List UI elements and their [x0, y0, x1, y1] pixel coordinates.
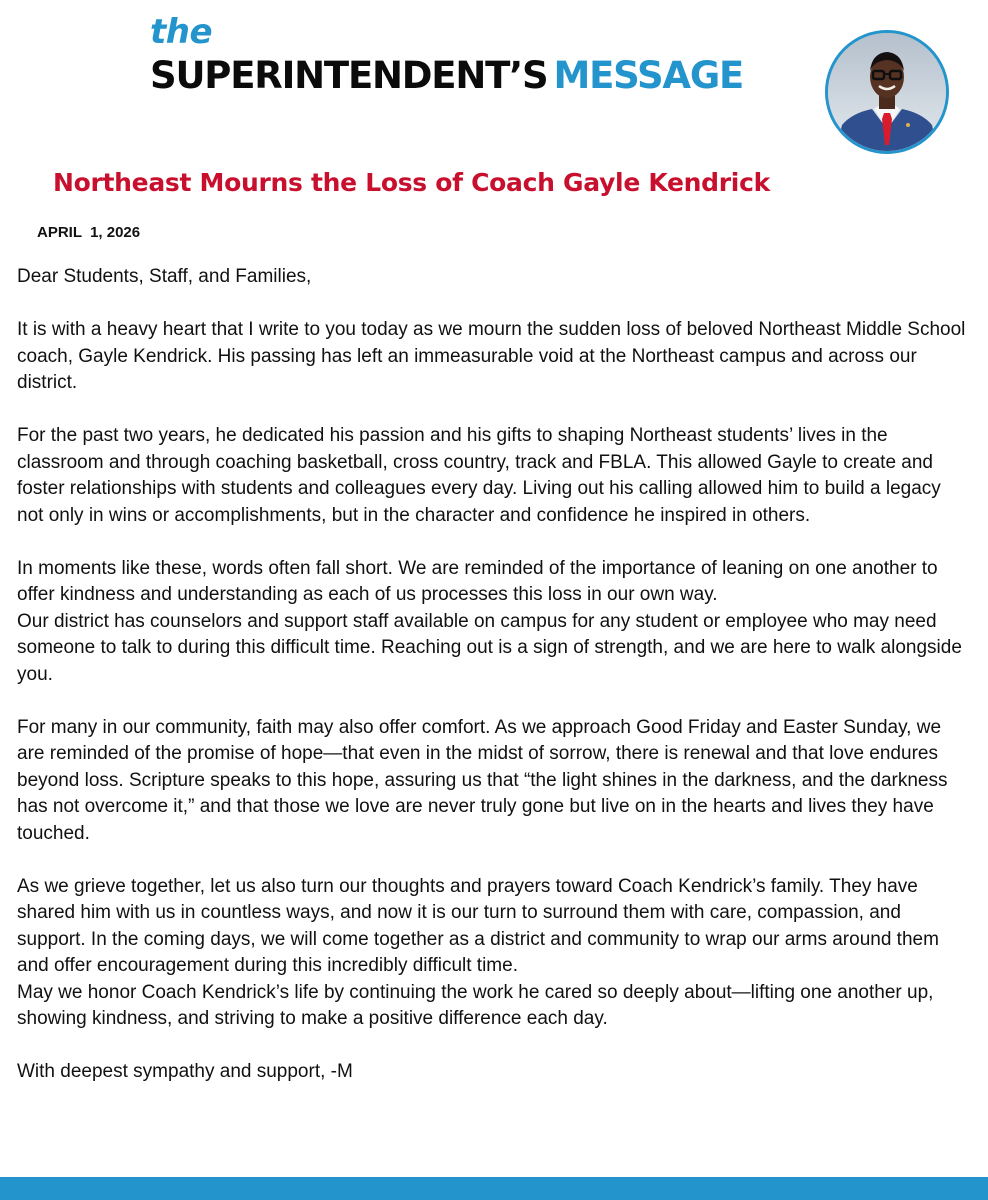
footer-bar — [0, 1177, 988, 1200]
headline: Northeast Mourns the Loss of Coach Gayle Kendrick — [53, 168, 770, 197]
letter-greeting: Dear Students, Staff, and Families, — [17, 266, 312, 287]
letter-paragraph: It is with a heavy heart that I write to you today as we mourn the sudden loss of beloved Northeast Middle School coach, Gayle Kendrick. His passing has left an immeasurable void at the Northeast campus and across our district. — [17, 319, 966, 393]
letter-paragraph — [17, 874, 972, 1033]
superintendent-portrait — [825, 30, 949, 154]
letter-paragraph-part: May we honor Coach Kendrick’s life by continuing the work he cared so deeply about—lifting one another up, showing kindness, and striving to make a positive difference each day. — [17, 981, 934, 1029]
letter-paragraph-part: In moments like these, words often fall short. We are reminded of the importance of leaning on one another to offer kindness and understanding as each of us processes this loss in our own way. — [17, 557, 938, 605]
letter-paragraph-part: As we grieve together, let us also turn our thoughts and prayers toward Coach Kendrick’s family. They have shared him with us in countless ways, and now it is our turn to surround them with care, compassion, and support. In the coming days, we will come together as a district and community to wrap our arms around them and offer encouragement during this incredibly difficult time. — [17, 875, 939, 976]
letter-body — [17, 264, 972, 1086]
letter-date: APRIL 1, 2026 — [37, 224, 141, 241]
masthead-the: the — [150, 12, 213, 52]
masthead-message: MESSAGE — [553, 54, 744, 97]
letter-paragraph: For many in our community, faith may also offer comfort. As we approach Good Friday and Easter Sunday, we are reminded of the promise of hope—that even in the midst of sorrow, there is renewal and that love endures beyond loss. Scripture speaks to this hope, assuring us that “the light shines in the darkness, and the darkness has not overcome it,” and that those we love are never truly gone but live on in the hearts and lives they have touched. — [17, 716, 948, 844]
masthead-superintendent: SUPERINTENDENT’S — [150, 54, 548, 97]
letter-paragraph — [17, 556, 972, 689]
letter-paragraph: For the past two years, he dedicated his passion and his gifts to shaping Northeast students’ lives in the classroom and through coaching basketball, cross country, track and FBLA. This allowed Gayle to create and foster relationships with students and colleagues every day. Living out his calling allowed him to build a legacy not only in wins or accomplishments, but in the character and confidence he inspired in others. — [17, 425, 941, 526]
letter-closing: With deepest sympathy and support, -M — [17, 1061, 353, 1082]
masthead — [150, 12, 743, 106]
portrait-photo-icon — [828, 33, 946, 151]
letter-paragraph-part: Our district has counselors and support staff available on campus for any student or employee who may need someone to talk to during this difficult time. Reaching out is a sign of strength, and we are here to walk alongside you. — [17, 610, 962, 685]
masthead-title — [150, 54, 743, 106]
